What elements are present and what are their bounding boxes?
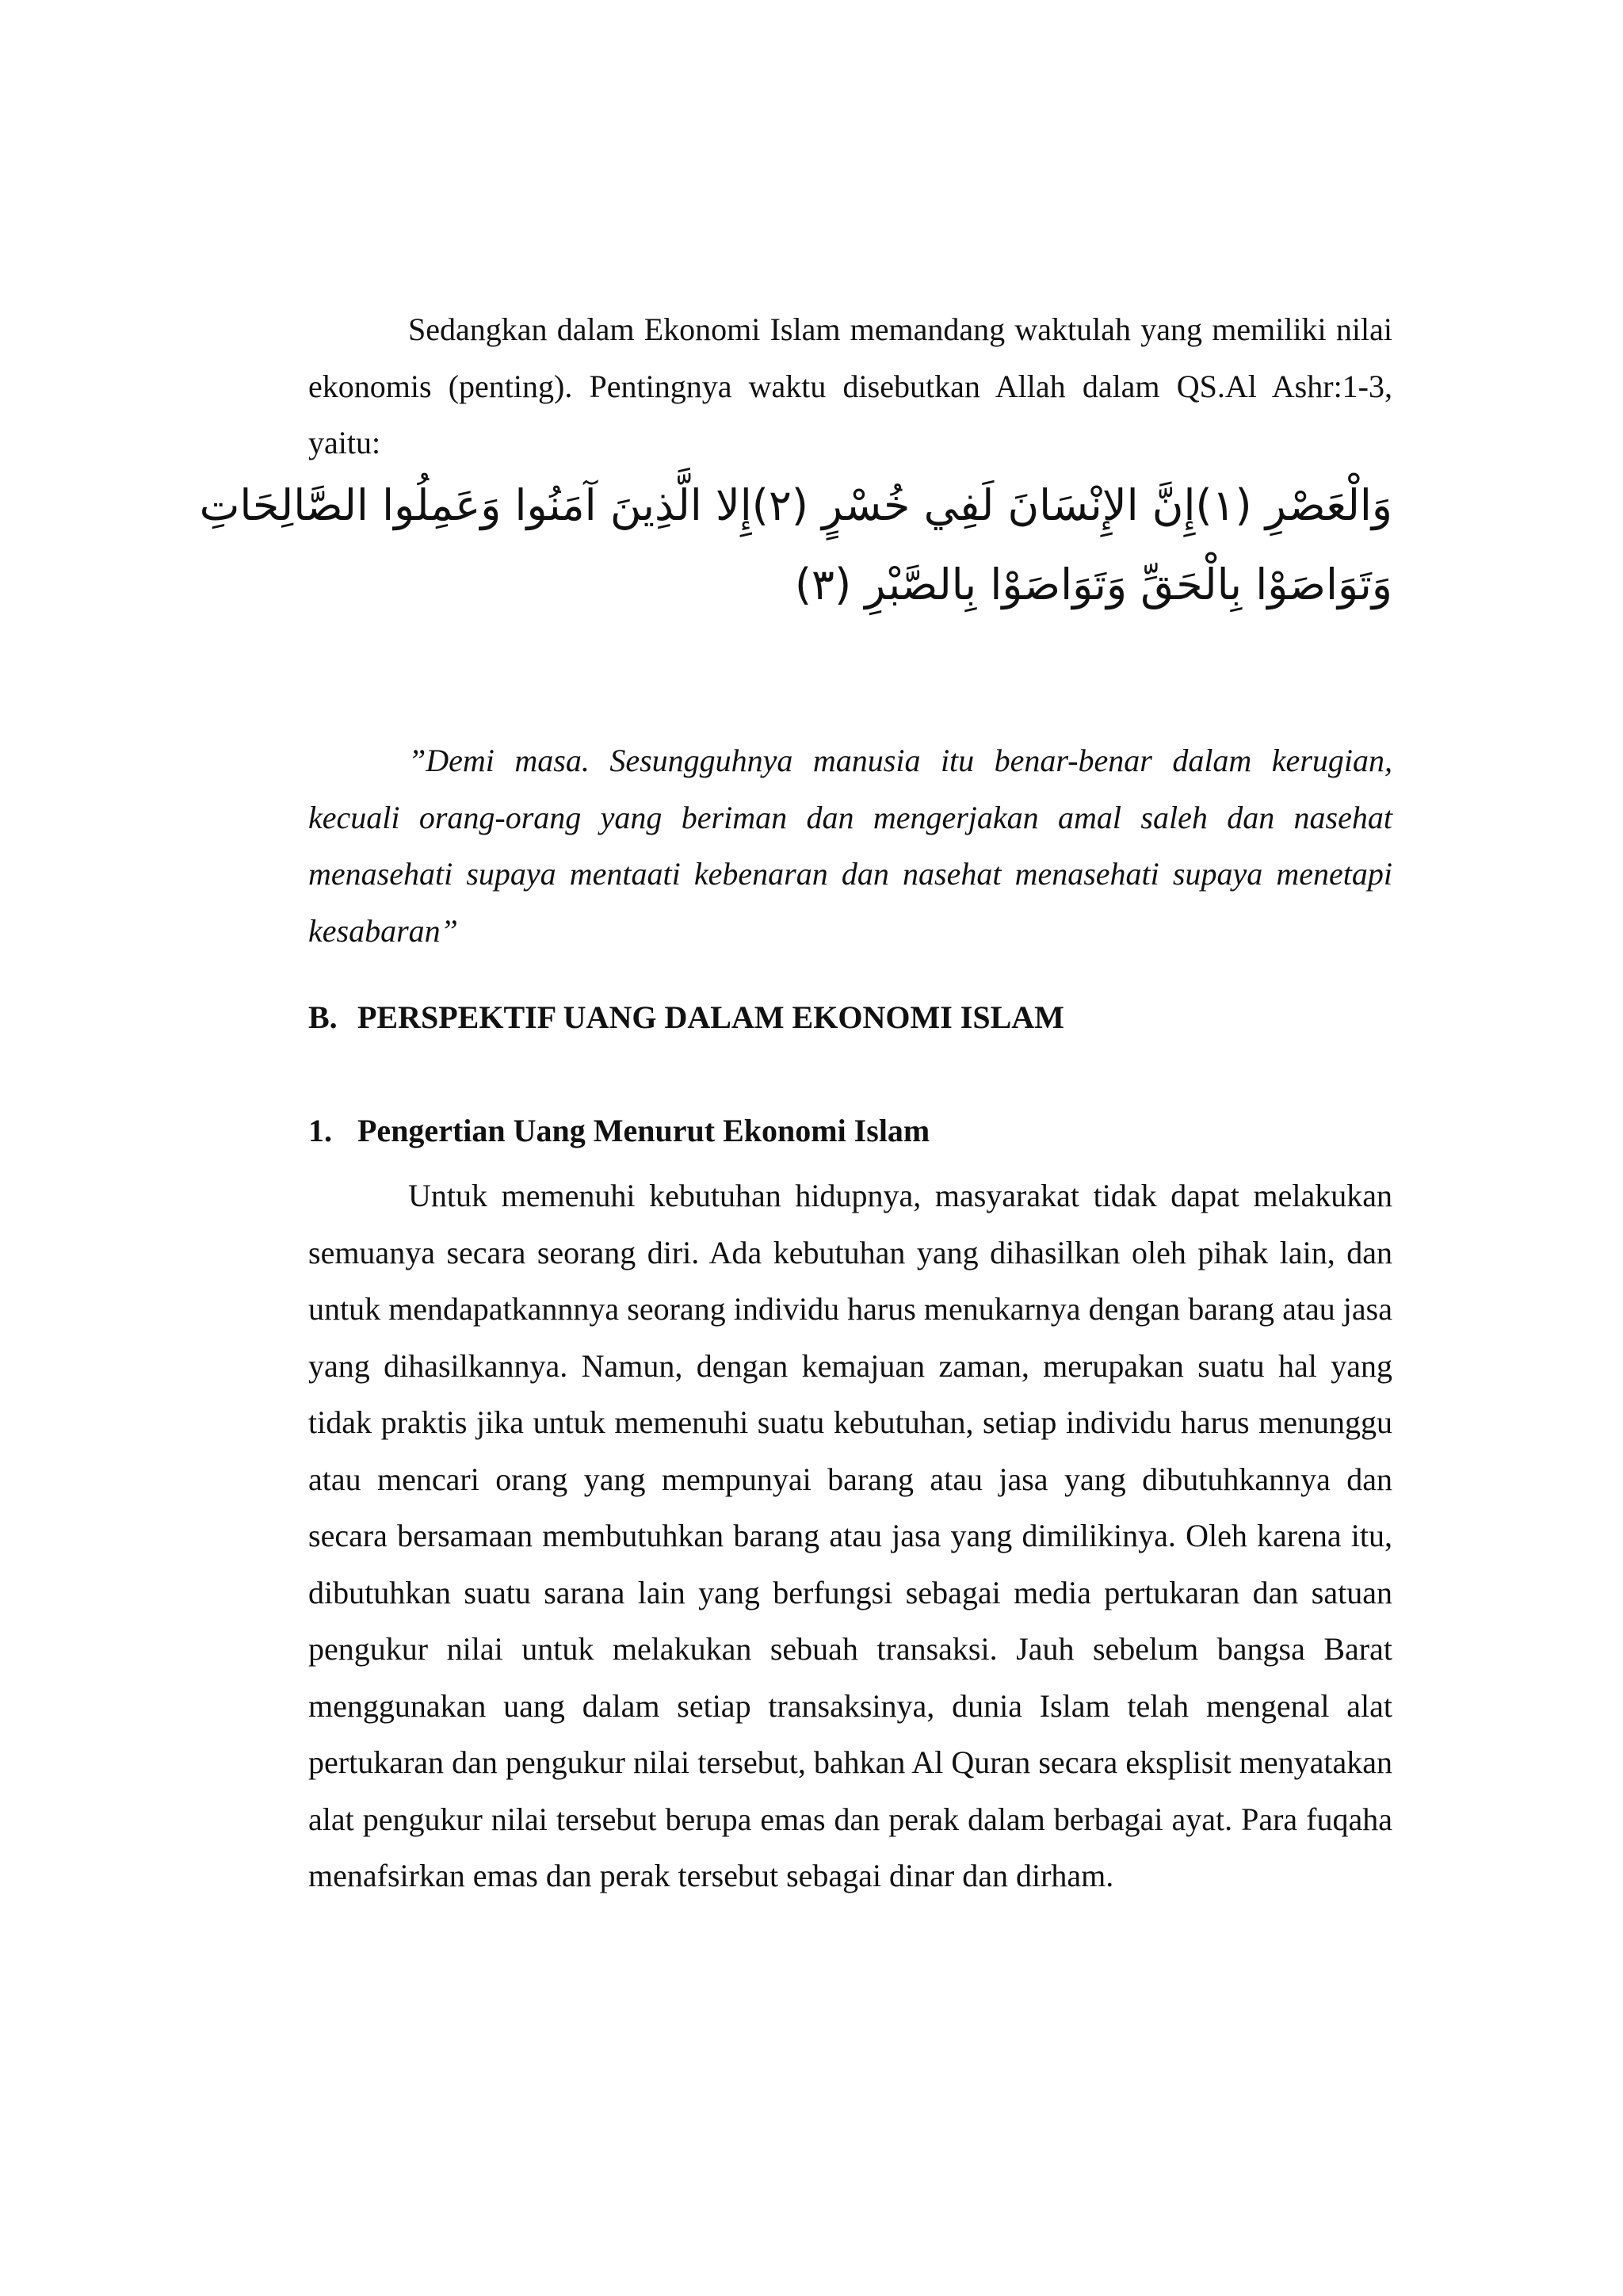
intro-paragraph: Sedangkan dalam Ekonomi Islam memandang waktulah yang memiliki nilai ekonomis (penting). Pentingnya waktu disebutkan Allah dalam QS.Al Ashr:1-3, yaitu: — [308, 311, 1392, 460]
subsection-number: 1. — [308, 1113, 332, 1148]
verse-line-2: وَتَوَاصَوْا بِالْحَقِّ وَتَوَاصَوْا بِالصَّبْرِ (٣) — [794, 560, 1392, 609]
section-number: B. — [308, 999, 338, 1035]
section-heading — [308, 994, 1392, 1041]
subsection-heading — [308, 1107, 1392, 1155]
verse-line-1: وَالْعَصْرِ (١)إِنَّ الإِنْسَانَ لَفِي خُسْرٍ (٢)إِلا الَّذِينَ آمَنُوا وَعَمِلُوا الصَّالِحَاتِ — [199, 480, 1392, 530]
section-title: PERSPEKTIF UANG DALAM EKONOMI ISLAM — [357, 999, 1064, 1035]
verse-translation: ”Demi masa. Sesungguhnya manusia itu benar-benar dalam kerugian, kecuali orang-orang yang beriman dan mengerjakan amal saleh dan nasehat menasehati supaya mentaati kebenaran dan nasehat menasehati supaya menetapi kesabaran” — [308, 743, 1392, 949]
subsection-title: Pengertian Uang Menurut Ekonomi Islam — [357, 1113, 930, 1148]
quran-verse — [199, 466, 1392, 625]
body-paragraph: Untuk memenuhi kebutuhan hidupnya, masyarakat tidak dapat melakukan semuanya secara seorang diri. Ada kebutuhan yang dihasilkan oleh pihak lain, dan untuk mendapatkannnya seorang individu harus menukarnya dengan barang atau jasa yang dihasilkannya. Namun, dengan kemajuan zaman, merupakan suatu hal yang tidak praktis jika untuk memenuhi suatu kebutuhan, setiap individu harus menunggu atau mencari orang yang mempunyai barang atau jasa yang dibutuhkannya dan secara bersamaan membutuhkan barang atau jasa yang dimilikinya. Oleh karena itu, dibutuhkan suatu sarana lain yang berfungsi sebagai media pertukaran dan satuan pengukur nilai untuk melakukan sebuah transaksi. Jauh sebelum bangsa Barat menggunakan uang dalam setiap transaksinya, dunia Islam telah mengenal alat pertukaran dan pengukur nilai tersebut, bahkan Al Quran secara eksplisit menyatakan alat pengukur nilai tersebut berupa emas dan perak dalam berbagai ayat. Para fuqaha menafsirkan emas dan perak tersebut sebagai dinar dan dirham. — [308, 1178, 1392, 1893]
